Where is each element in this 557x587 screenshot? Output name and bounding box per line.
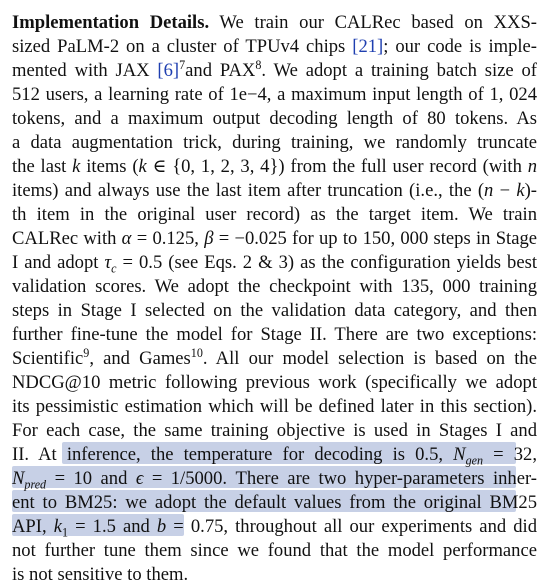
- text-line: [12, 35, 537, 59]
- text-segment: −: [493, 180, 517, 201]
- text-segment: α: [121, 228, 132, 249]
- text-line: [12, 83, 537, 107]
- text-segment: n: [527, 156, 537, 177]
- footnote-marker: 9: [83, 345, 90, 360]
- text-segment: CALRec with: [12, 228, 122, 249]
- text-segment: = 0.75, throughout all our experiments and did: [166, 516, 538, 537]
- text-line: [12, 203, 537, 227]
- text-segment: further fine-tune the model for Stage II. There are two exceptions:: [12, 324, 537, 345]
- text-segment: API,: [12, 516, 54, 537]
- text-segment: = 1/5000. There are two hyper-parameters inher-: [143, 468, 537, 489]
- text-segment: . All our model selection is based on the: [202, 348, 537, 369]
- text-line: [12, 11, 537, 35]
- citation-link[interactable]: [6]: [157, 60, 180, 81]
- text-line: [12, 491, 537, 515]
- math-subscript: 1: [61, 525, 69, 540]
- text-segment: k: [72, 156, 81, 177]
- text-segment: sized PaLM-2 on a cluster of TPUv4 chips: [12, 36, 353, 57]
- text-segment: N: [453, 444, 466, 465]
- text-segment: k: [138, 156, 147, 177]
- text-segment: a data augmentation trick, during training, we randomly truncate: [12, 132, 537, 153]
- text-segment: validation scores. We adopt the checkpoint with 135, 000 training: [12, 276, 537, 297]
- text-line: [12, 155, 537, 179]
- text-line: [12, 299, 537, 323]
- text-segment: = −0.025 for up to 150, 000 steps in Stage: [213, 228, 538, 249]
- math-subscript: pred: [24, 477, 47, 492]
- text-segment: ent to BM25: we adopt the default values from the original BM25: [12, 492, 537, 513]
- text-segment: is not sensitive to them.: [12, 564, 189, 585]
- text-segment: = 1.5 and: [68, 516, 157, 537]
- text-segment: items) and always use the last item after truncation (i.e., the (: [12, 180, 485, 201]
- text-line: [12, 443, 537, 467]
- text-segment: ; our code is imple-: [383, 36, 537, 57]
- text-segment: k: [516, 180, 525, 201]
- text-segment: not further tune them since we found that the model performance: [12, 540, 537, 561]
- text-segment: = 0.125,: [131, 228, 205, 249]
- text-segment: 512 users, a learning rate of 1e−4, a maximum input length of 1, 024: [12, 84, 537, 105]
- text-segment: k: [53, 516, 62, 537]
- text-segment: ∈ {0, 1, 2, 3, 4}) from the full user record (with: [146, 156, 528, 177]
- math-subscript: c: [111, 261, 117, 276]
- text-segment: )-: [524, 180, 537, 201]
- text-segment: . We adopt a training batch size of: [261, 60, 537, 81]
- math-subscript: gen: [465, 453, 484, 468]
- text-line: [12, 323, 537, 347]
- text-line: [12, 419, 537, 443]
- text-line: [12, 563, 537, 587]
- text-segment: mented with JAX: [12, 60, 158, 81]
- text-line: [12, 395, 537, 419]
- text-line: [12, 515, 537, 539]
- text-segment: We train our CALRec based on XXS-: [209, 12, 537, 33]
- text-line: [12, 371, 537, 395]
- text-segment: th item in the original user record) as the target item. We train: [12, 204, 537, 225]
- text-segment: ϵ: [135, 468, 144, 489]
- text-segment: NDCG@10 metric following previous work (specifically we adopt: [12, 372, 537, 393]
- text-line: [12, 347, 537, 371]
- text-line: [12, 275, 537, 299]
- text-line: [12, 227, 537, 251]
- text-segment: b: [156, 516, 167, 537]
- footnote-marker: 8: [255, 57, 262, 72]
- paragraph-heading: Implementation Details.: [12, 12, 210, 33]
- text-line: [12, 179, 537, 203]
- text-segment: steps in Stage I selected on the validation data category, and then: [12, 300, 537, 321]
- footnote-marker: 10: [190, 345, 203, 360]
- text-segment: For each case, the same training objective is used in Stages I and: [12, 420, 537, 441]
- text-segment: I and adopt: [12, 252, 105, 273]
- text-segment: β: [204, 228, 214, 249]
- text-line: [12, 59, 537, 83]
- text-segment: and PAX: [185, 60, 256, 81]
- text-segment: II. At inference, the temperature for decoding is 0.5,: [12, 444, 454, 465]
- text-line: [12, 131, 537, 155]
- text-line: [12, 251, 537, 275]
- text-line: [12, 107, 537, 131]
- text-segment: Scientific: [12, 348, 84, 369]
- text-segment: items (: [80, 156, 139, 177]
- citation-link[interactable]: [21]: [352, 36, 384, 57]
- text-segment: , and Games: [89, 348, 191, 369]
- text-line: [12, 539, 537, 563]
- text-segment: = 0.5 (see Eqs. 2 & 3) as the configuration yields best: [116, 252, 537, 273]
- footnote-marker: 7: [179, 57, 186, 72]
- text-segment: = 10 and: [46, 468, 136, 489]
- text-segment: τ: [104, 252, 112, 273]
- text-segment: tokens, and a maximum output decoding length of 80 tokens. As: [12, 108, 537, 129]
- text-segment: the last: [12, 156, 73, 177]
- text-line: [12, 467, 537, 491]
- text-segment: = 32,: [483, 444, 537, 465]
- text-segment: n: [484, 180, 494, 201]
- text-segment: N: [12, 468, 25, 489]
- text-segment: its pessimistic estimation which will be defined later in this section).: [12, 396, 537, 417]
